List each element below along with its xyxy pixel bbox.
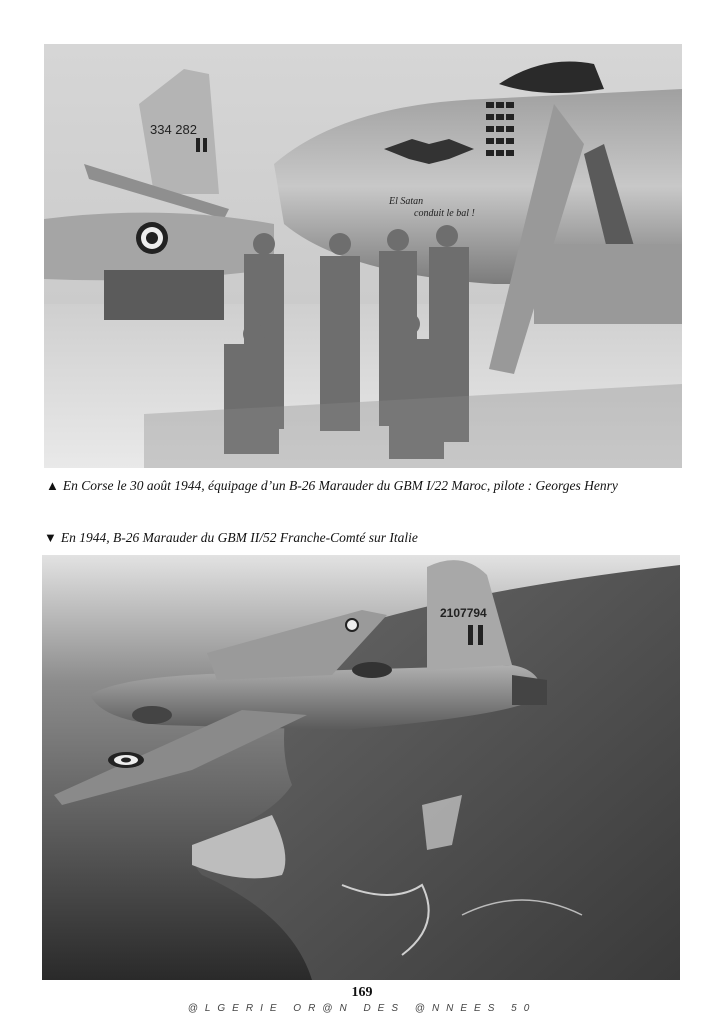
photo-crew-b26 (44, 44, 682, 468)
caption-top-text: En Corse le 30 août 1944, équipage d’un B-26 Marauder du GBM I/22 Maroc, pilote : Georges Henry (62, 478, 618, 493)
down-triangle-icon: ▼ (44, 530, 57, 545)
caption-bottom-text: En 1944, B-26 Marauder du GBM II/52 Franche-Comté sur Italie (60, 530, 418, 545)
tail-number-bottom: 2107794 (440, 606, 487, 620)
caption-top (46, 478, 618, 494)
page-number: 169 (351, 985, 373, 1000)
photo-b26-in-flight-image (42, 555, 680, 980)
photo-b26-in-flight (42, 555, 680, 980)
footer-title: @LGERIE OR@N DES @NNEES 50 (187, 1003, 537, 1014)
nose-art-text-2: conduit le bal ! (414, 208, 475, 219)
photo-crew-b26-image (44, 44, 682, 468)
up-triangle-icon: ▲ (46, 478, 59, 493)
tail-number-top: 334 282 (150, 122, 197, 137)
caption-bottom (44, 530, 418, 546)
nose-art-text-1: El Satan (389, 196, 424, 207)
